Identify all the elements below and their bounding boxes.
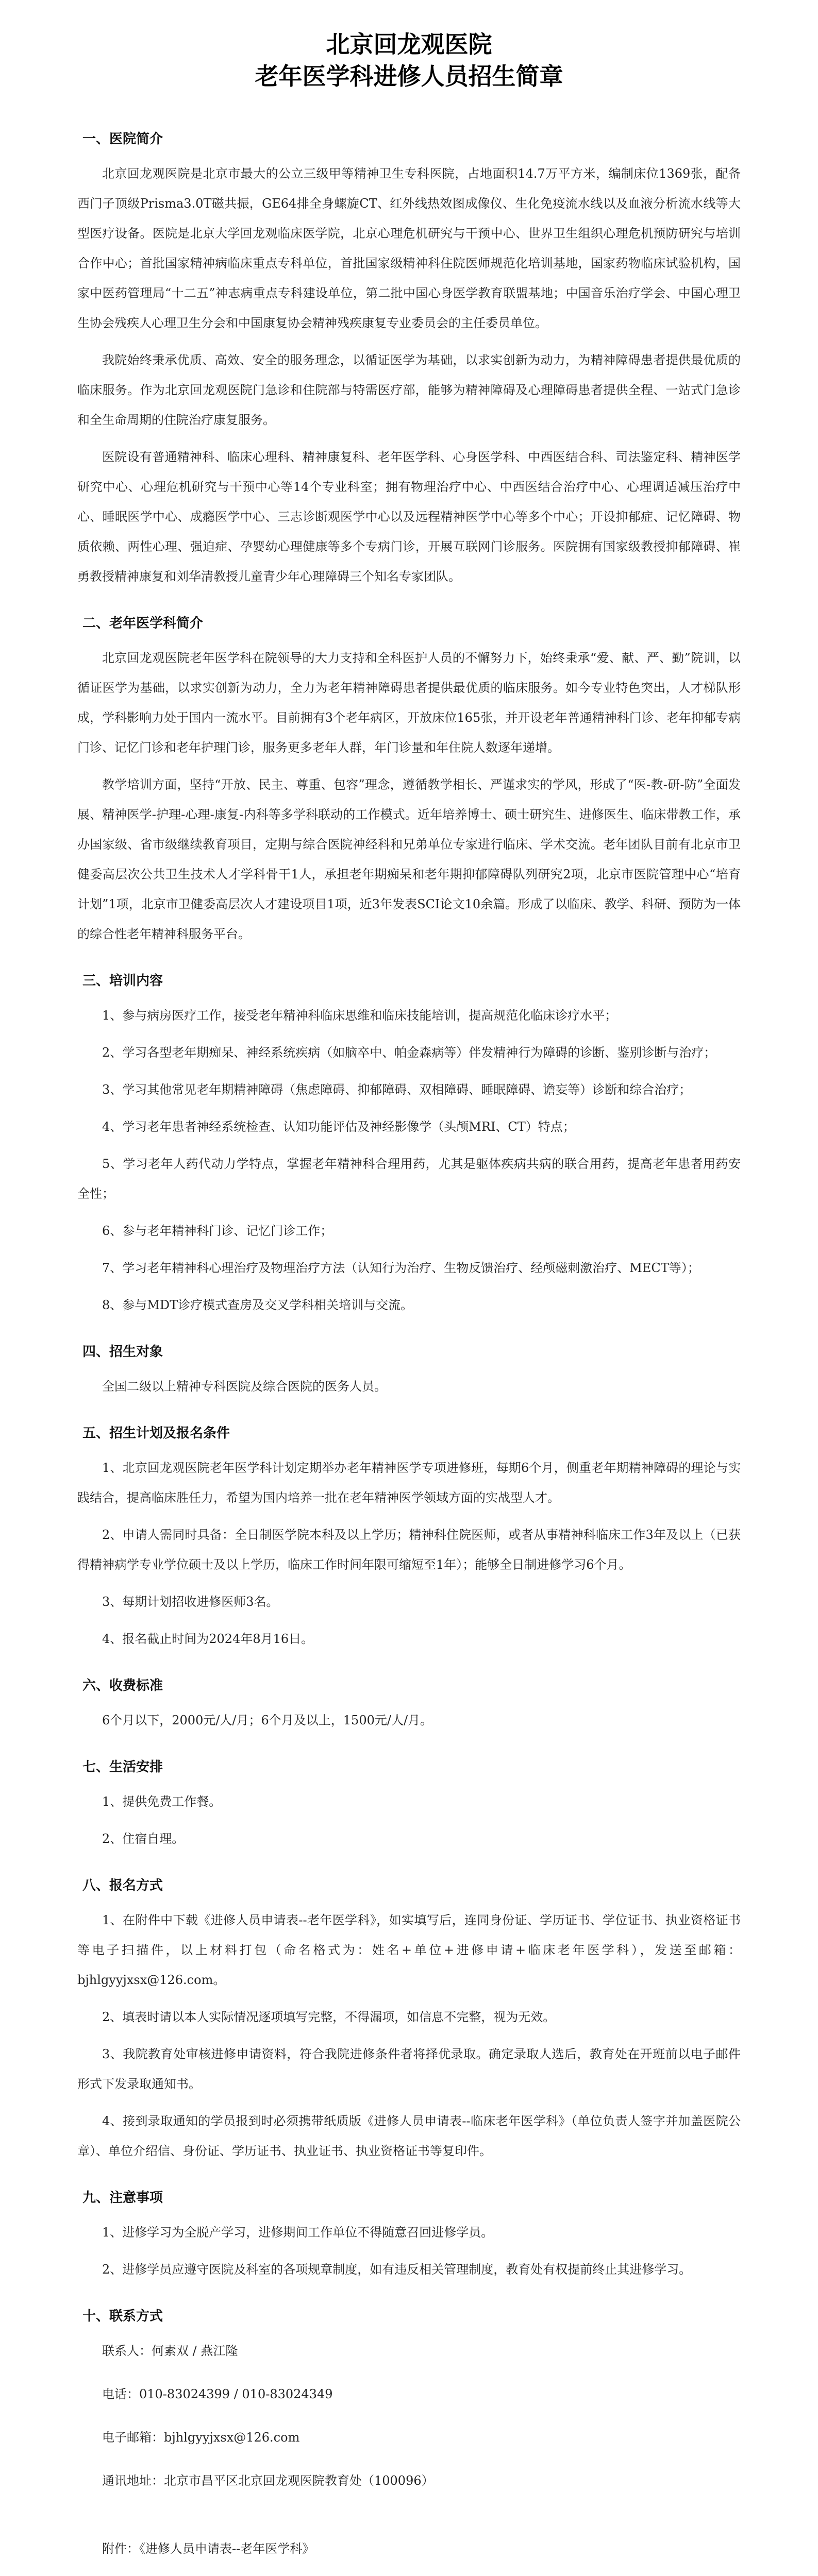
list-item: 2、申请人需同时具备：全日制医学院本科及以上学历；精神科住院医师，或者从事精神科临床工作3年及以上（已获得精神病学专业学位硕士及以上学历，临床工作时间年限可缩短至1年）；能够全日制进修学习6个月。 [77, 1528, 741, 1572]
paragraph: 医院设有普通精神科、临床心理科、精神康复科、老年医学科、心身医学科、中西医结合科、司法鉴定科、精神医学研究中心、心理危机研究与干预中心等14个专业科室；拥有物理治疗中心、中西医结合治疗中心、心理调适减压治疗中心、睡眠医学中心、成瘾医学中心、三志诊断观医学中心以及远程精神医学中心等多个中心；开设抑郁症、记忆障碍、物质依赖、两性心理、强迫症、孕婴幼心理健康等多个专病门诊，开展互联网门诊服务。医院拥有国家级教授抑郁障碍、崔勇教授精神康复和刘华清教授儿童青少年心理障碍三个知名专家团队。 [77, 450, 741, 584]
list-item: 6、参与老年精神科门诊、记忆门诊工作； [102, 1224, 333, 1238]
section-target-applicants [77, 1342, 741, 1401]
list-item: 3、学习其他常见老年期精神障碍（焦虑障碍、抑郁障碍、双相障碍、睡眠障碍、谵妄等）诊断和综合治疗； [102, 1082, 692, 1097]
contact-phone: 电话：010-83024399 / 010-83024349 [102, 2387, 333, 2401]
section-application-method [77, 1875, 741, 2166]
section-heading: 三、培训内容 [82, 973, 163, 989]
section-heading: 六、收费标准 [82, 1678, 163, 1693]
list-item: 2、填表时请以本人实际情况逐项填写完整，不得漏项，如信息不完整，视为无效。 [102, 2010, 556, 2024]
section-enrollment-plan [77, 1423, 741, 1654]
list-item: 4、接到录取通知的学员报到时必须携带纸质版《进修人员申请表--临床老年医学科》（单位负责人签字并加盖医院公章）、单位介绍信、身份证、学历证书、执业证书、执业资格证书等复印件。 [77, 2114, 741, 2158]
section-heading: 四、招生对象 [82, 1344, 163, 1360]
contact-address: 通讯地址：北京市昌平区北京回龙观医院教育处（100096） [102, 2473, 434, 2488]
section-notes [77, 2188, 741, 2284]
list-item: 2、学习各型老年期痴呆、神经系统疾病（如脑卒中、帕金森病等）伴发精神行为障碍的诊断、鉴别诊断与治疗； [102, 1045, 716, 1060]
paragraph: 全国二级以上精神专科医院及综合医院的医务人员。 [102, 1379, 387, 1394]
section-heading: 十、联系方式 [82, 2309, 163, 2324]
paragraph: 6个月以下，2000元/人/月；6个月及以上，1500元/人/月。 [102, 1713, 433, 1727]
list-item: 2、住宿自理。 [102, 1832, 185, 1846]
section-heading: 五、招生计划及报名条件 [82, 1426, 230, 1441]
section-heading: 八、报名方式 [82, 1878, 163, 1893]
contact-email[interactable]: 电子邮箱：bjhlgyyjxsx@126.com [102, 2430, 300, 2445]
list-item: 2、进修学员应遵守医院及科室的各项规章制度，如有违反相关管理制度，教育处有权提前终止其进修学习。 [102, 2262, 692, 2277]
document-title: 老年医学科进修人员招生简章 [255, 62, 563, 90]
paragraph: 北京回龙观医院是北京市最大的公立三级甲等精神卫生专科医院，占地面积14.7万平方米，编制床位1369张，配备西门子顶级Prisma3.0T磁共振，GE64排全身螺旋CT、红外线热效图成像仪、生化免疫流水线以及血液分析流水线等大型医疗设备。医院是北京大学回龙观临床医学院，北京心理危机研究与干预中心、世界卫生组织心理危机预防研究与培训合作中心；首批国家精神病临床重点专科单位，首批国家级精神科住院医师规范化培训基地，国家药物临床试验机构，国家中医药管理局“十二五”神志病重点专科建设单位，第二批中国心身医学教育联盟基地；中国音乐治疗学会、中国心理卫生协会残疾人心理卫生分会和中国康复协会精神残疾康复专业委员会的主任委员单位。 [77, 166, 741, 330]
list-item: 8、参与MDT诊疗模式查房及交叉学科相关培训与交流。 [102, 1298, 413, 1312]
list-item: 5、学习老年人药代动力学特点，掌握老年精神科合理用药，尤其是躯体疾病共病的联合用药，提高老年患者用药安全性； [77, 1157, 741, 1201]
list-item: 7、学习老年精神科心理治疗及物理治疗方法（认知行为治疗、生物反馈治疗、经颅磁刺激治疗、MECT等）； [102, 1261, 700, 1275]
paragraph: 北京回龙观医院老年医学科在院领导的大力支持和全科医护人员的不懈努力下，始终秉承“爱、献、严、勤”院训，以循证医学为基础，以求实创新为动力，全力为老年精神障碍患者提供最优质的临床服务。如今专业特色突出，人才梯队形成，学科影响力处于国内一流水平。目前拥有3个老年病区，开放床位165张，并开设老年普通精神科门诊、老年抑郁专病门诊、记忆门诊和老年护理门诊，服务更多老年人群，年门诊量和年住院人数逐年递增。 [77, 651, 741, 755]
section-fees [77, 1675, 741, 1735]
appendix-note: 附件：《进修人员申请表--老年医学科》 [102, 2541, 315, 2556]
list-item: 3、我院教育处审核进修申请资料，符合我院进修条件者将择优录取。确定录取人选后，教育处在开班前以电子邮件形式下发录取通知书。 [77, 2047, 741, 2091]
hospital-name: 北京回龙观医院 [326, 30, 492, 58]
list-item: 1、在附件中下载《进修人员申请表--老年医学科》，如实填写后，连同身份证、学历证书、学位证书、执业资格证书等电子扫描件，以上材料打包（命名格式为：姓名+单位+进修申请+临床老年医学科），发送至邮箱：bjhlgyyjxsx@126.com。 [77, 1913, 741, 1987]
section-dept-intro [77, 613, 741, 949]
paragraph: 教学培训方面，坚持“开放、民主、尊重、包容”理念，遵循教学相长、严谨求实的学风，形成了“医-教-研-防”全面发展、精神医学-护理-心理-康复-内科等多学科联动的工作模式。近年培养博士、硕士研究生、进修医生、临床带教工作，承办国家级、省市级继续教育项目，定期与综合医院神经科和兄弟单位专家进行临床、学术交流。老年团队目前有北京市卫健委高层次公共卫生技术人才学科骨干1人，承担老年期痴呆和老年期抑郁障碍队列研究2项，北京市医院管理中心“培育计划”1项，北京市卫健委高层次人才建设项目1项，近3年发表SCI论文10余篇。形成了以临床、教学、科研、预防为一体的综合性老年精神科服务平台。 [77, 777, 741, 941]
section-heading: 七、生活安排 [82, 1759, 163, 1775]
paragraph: 我院始终秉承优质、高效、安全的服务理念，以循证医学为基础，以求实创新为动力，为精神障碍患者提供最优质的临床服务。作为北京回龙观医院门急诊和住院部与特需医疗部，能够为精神障碍及心理障碍患者提供全程、一站式门急诊和全生命周期的住院治疗康复服务。 [77, 353, 741, 427]
section-contact [77, 2306, 741, 2496]
section-heading: 九、注意事项 [82, 2190, 163, 2206]
section-training-content [77, 971, 741, 1320]
section-living-arrangements [77, 1757, 741, 1854]
list-item: 1、参与病房医疗工作，接受老年精神科临床思维和临床技能培训，提高规范化临床诊疗水平； [102, 1008, 617, 1023]
list-item: 1、北京回龙观医院老年医学科计划定期举办老年精神医学专项进修班，每期6个月，侧重老年期精神障碍的理论与实践结合，提高临床胜任力，希望为国内培养一批在老年精神医学领域方面的实战型人才。 [77, 1461, 741, 1505]
list-item: 1、提供免费工作餐。 [102, 1794, 222, 1809]
list-item: 1、进修学习为全脱产学习，进修期间工作单位不得随意召回进修学员。 [102, 2225, 494, 2240]
contact-person: 联系人：何素双 / 燕江隆 [102, 2344, 238, 2358]
section-heading: 一、医院简介 [82, 131, 163, 147]
section-heading: 二、老年医学科简介 [82, 616, 204, 631]
section-hospital-intro [77, 129, 741, 591]
list-item: 4、学习老年患者神经系统检查、认知功能评估及神经影像学（头颅MRI、CT）特点； [102, 1120, 575, 1134]
list-item: 4、报名截止时间为2024年8月16日。 [102, 1632, 314, 1646]
list-item: 3、每期计划招收进修医师3名。 [102, 1595, 279, 1609]
